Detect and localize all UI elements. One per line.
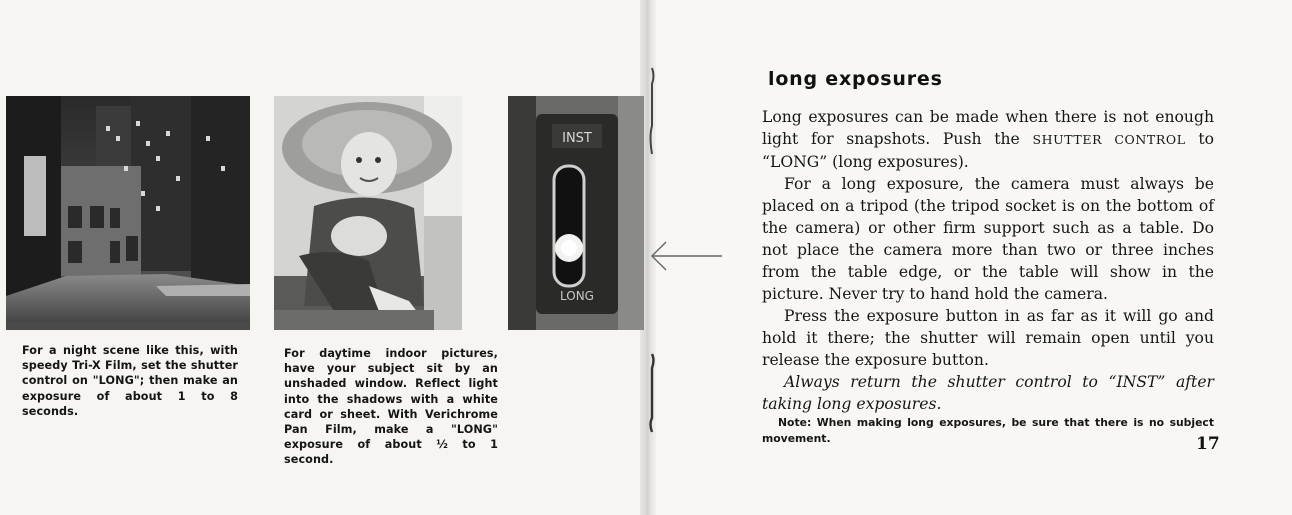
section-heading: long exposures [768, 68, 943, 90]
night-scene-caption: For a night scene like this, with speedy Tri-X Film, set the shutter control on "LONG"; then make an exposure of about 1 to 8 seconds. [22, 344, 238, 418]
arrow-left-icon [648, 238, 724, 274]
paragraph-exposure-button: Press the exposure button in as far as it will go and hold it there; the shutter will remain open until you release the exposure button. [762, 307, 1214, 369]
child-portrait-photo [274, 96, 462, 330]
switch-label-inst: INST [562, 131, 592, 146]
paragraph-intro: Long exposures can be made when there is not enough light for snapshots. Push the SHUTTER CONTROL to “LONG” (long exposures). [762, 108, 1214, 171]
note [762, 415, 1214, 447]
night-scene-photo [6, 96, 250, 330]
indoor-portrait-caption: For daytime indoor pictures, have your subject sit by an unshaded window. Reflect light into the shadows with a white card or sheet. With Verichrome Pan Film, make a "LONG" exposure of about ½ to 1 second. [284, 347, 498, 467]
note-label: Note: [778, 416, 812, 429]
body-text [762, 106, 1214, 447]
staple-bottom [649, 352, 655, 434]
shutter-control-photo [508, 96, 644, 330]
note-text: When making long exposures, be sure that there is no subject movement. [762, 416, 1214, 445]
page-number: 17 [1196, 434, 1220, 454]
staple-top [649, 66, 655, 156]
paragraph-tripod: For a long exposure, the camera must always be placed on a tripod (the tripod socket is on the bottom of the camera) or other firm support such as a table. Do not place the camera more than two or three inches from the table edge, or the table will show in the picture. Never try to hand hold the camera. [762, 175, 1214, 303]
paragraph-reminder: Always return the shutter control to “INST” after taking long exposures. [762, 373, 1214, 413]
switch-label-long: LONG [560, 289, 594, 303]
